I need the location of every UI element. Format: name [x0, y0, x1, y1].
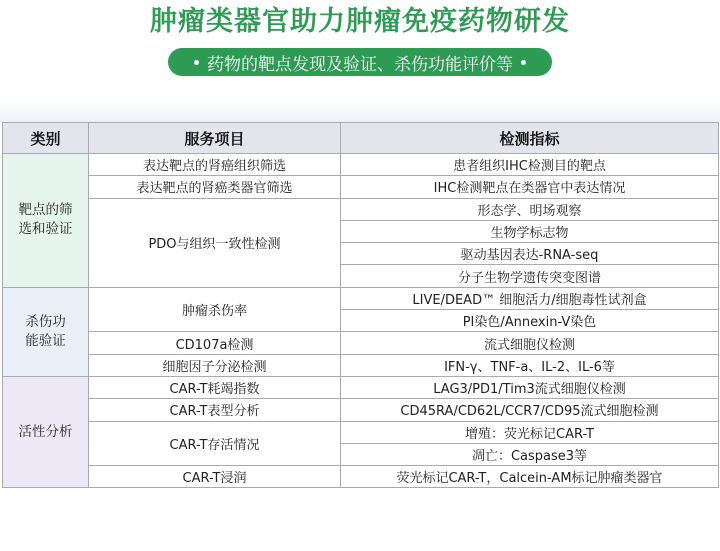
service-cell: 表达靶点的肾癌组织筛选 [89, 154, 341, 176]
service-cell: 肿瘤杀伤率 [89, 287, 341, 332]
metric-cell: 形态学、明场观察 [341, 198, 719, 220]
service-cell: 表达靶点的肾癌类器官筛选 [89, 176, 341, 198]
table-row [3, 354, 719, 376]
category-label: 活性分析 [18, 423, 73, 440]
bullet-dot-icon [194, 60, 199, 65]
table-row [3, 466, 719, 488]
metric-cell: 荧光标记CAR-T，Calcein-AM标记肿瘤类器官 [341, 466, 719, 488]
metric-cell: 生物学标志物 [341, 220, 719, 242]
table-header-row [3, 123, 719, 154]
category-label: 靶点的筛 [18, 202, 73, 219]
service-cell: CAR-T浸润 [89, 466, 341, 488]
table-body [3, 154, 719, 488]
service-cell: CAR-T耗竭指数 [89, 376, 341, 398]
metric-cell: 患者组织IHC检测目的靶点 [341, 154, 719, 176]
header-band [0, 100, 720, 122]
subtitle-banner [168, 48, 552, 76]
header-service: 服务项目 [89, 123, 341, 154]
table-row [3, 332, 719, 354]
category-cell [3, 376, 89, 487]
table-row [3, 399, 719, 421]
category-label: 能验证 [25, 332, 66, 349]
metric-cell: LIVE/DEAD™ 细胞活力/细胞毒性试剂盒 [341, 287, 719, 309]
table-row [3, 287, 719, 309]
table-row [3, 376, 719, 398]
subtitle-text: 药物的靶点发现及验证、杀伤功能评价等 [207, 54, 513, 75]
service-cell: 细胞因子分泌检测 [89, 354, 341, 376]
table-row [3, 176, 719, 198]
category-cell [3, 154, 89, 288]
service-cell: CAR-T表型分析 [89, 399, 341, 421]
metric-cell: PI染色/Annexin-V染色 [341, 310, 719, 332]
metric-cell: 增殖：荧光标记CAR-T [341, 421, 719, 443]
metric-cell: IHC检测靶点在类器官中表达情况 [341, 176, 719, 198]
table-row [3, 421, 719, 443]
bullet-dot-icon [521, 60, 526, 65]
metric-cell: LAG3/PD1/Tim3流式细胞仪检测 [341, 376, 719, 398]
service-cell: CD107a检测 [89, 332, 341, 354]
table-row [3, 198, 719, 220]
metric-cell: 凋亡：Caspase3等 [341, 443, 719, 465]
page-title: 肿瘤类器官助力肿瘤免疫药物研发 [150, 6, 570, 37]
table-row [3, 154, 719, 176]
metric-cell: 流式细胞仪检测 [341, 332, 719, 354]
metric-cell: 分子生物学遗传突变图谱 [341, 265, 719, 287]
metric-cell: IFN-γ、TNF-a、IL-2、IL-6等 [341, 354, 719, 376]
category-label: 选和验证 [18, 221, 73, 238]
service-cell: CAR-T存活情况 [89, 421, 341, 466]
header-metrics: 检测指标 [341, 123, 719, 154]
category-label: 杀伤功 [25, 313, 66, 330]
service-table [2, 122, 719, 488]
header-category: 类别 [3, 123, 89, 154]
metric-cell: CD45RA/CD62L/CCR7/CD95流式细胞检测 [341, 399, 719, 421]
category-cell [3, 287, 89, 376]
metric-cell: 驱动基因表达-RNA-seq [341, 243, 719, 265]
service-cell: PDO与组织一致性检测 [89, 198, 341, 287]
